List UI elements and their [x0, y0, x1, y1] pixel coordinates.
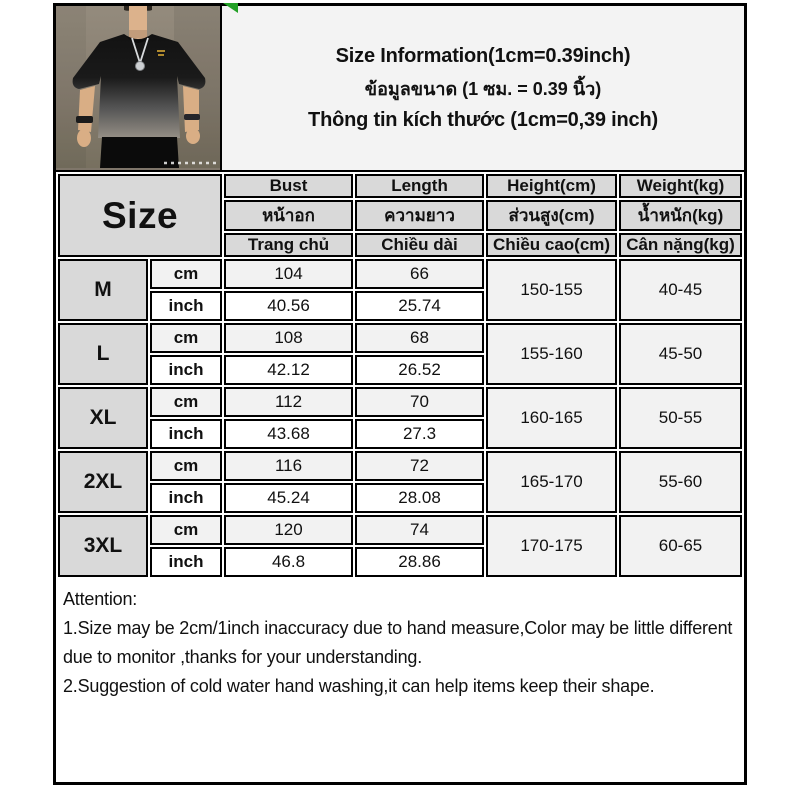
- length-inch-value: 26.52: [355, 355, 484, 385]
- length-cm-value: 72: [355, 451, 484, 481]
- title-english: Size Information(1cm=0.39inch): [335, 44, 631, 67]
- unit-cell-inch: inch: [150, 355, 222, 385]
- unit-cell-cm: cm: [150, 451, 222, 481]
- size-cell: XL: [58, 387, 148, 449]
- weight-range-value: 55-60: [619, 451, 742, 513]
- bust-inch-value: 45.24: [224, 483, 353, 513]
- attention-note-2: 2.Suggestion of cold water hand washing,it can help items keep their shape.: [63, 676, 655, 696]
- unit-cell-cm: cm: [150, 259, 222, 289]
- weight-range-value: 45-50: [619, 323, 742, 385]
- unit-cell-cm: cm: [150, 515, 222, 545]
- col-header-height-en: Height(cm): [486, 174, 617, 198]
- attention-heading: Attention:: [63, 589, 138, 609]
- attention-notes: [56, 579, 744, 701]
- model-photo-illustration: [56, 6, 220, 168]
- unit-cell-cm: cm: [150, 323, 222, 353]
- col-header-weight-vi: Cân nặng(kg): [619, 233, 742, 257]
- col-header-height-vi: Chiều cao(cm): [486, 233, 617, 257]
- col-header-weight-en: Weight(kg): [619, 174, 742, 198]
- product-photo: [56, 6, 222, 170]
- size-cell: 3XL: [58, 515, 148, 577]
- height-range-value: 160-165: [486, 387, 617, 449]
- unit-cell-inch: inch: [150, 419, 222, 449]
- header-row-en: [58, 174, 742, 198]
- length-cm-value: 74: [355, 515, 484, 545]
- weight-range-value: 40-45: [619, 259, 742, 321]
- size-cell: M: [58, 259, 148, 321]
- top-section: [56, 6, 744, 172]
- col-header-length-en: Length: [355, 174, 484, 198]
- col-header-length-th: ความยาว: [355, 200, 484, 231]
- unit-cell-inch: inch: [150, 547, 222, 577]
- length-inch-value: 28.86: [355, 547, 484, 577]
- length-cm-value: 66: [355, 259, 484, 289]
- size-corner-label: Size: [58, 174, 222, 257]
- height-range-value: 165-170: [486, 451, 617, 513]
- height-range-value: 155-160: [486, 323, 617, 385]
- height-range-value: 170-175: [486, 515, 617, 577]
- unit-cell-inch: inch: [150, 291, 222, 321]
- col-header-height-th: ส่วนสูง(cm): [486, 200, 617, 231]
- title-thai: ข้อมูลขนาด (1 ซม. = 0.39 นิ้ว): [364, 78, 602, 99]
- size-row-m-cm: [58, 259, 742, 289]
- col-header-bust-en: Bust: [224, 174, 353, 198]
- bust-inch-value: 40.56: [224, 291, 353, 321]
- bust-cm-value: 112: [224, 387, 353, 417]
- bust-cm-value: 104: [224, 259, 353, 289]
- length-inch-value: 25.74: [355, 291, 484, 321]
- size-table: [56, 172, 744, 579]
- weight-range-value: 60-65: [619, 515, 742, 577]
- length-cm-value: 70: [355, 387, 484, 417]
- size-chart-sheet: [53, 3, 747, 785]
- length-cm-value: 68: [355, 323, 484, 353]
- height-range-value: 150-155: [486, 259, 617, 321]
- weight-range-value: 50-55: [619, 387, 742, 449]
- col-header-bust-th: หน้าอก: [224, 200, 353, 231]
- size-cell: 2XL: [58, 451, 148, 513]
- bust-cm-value: 116: [224, 451, 353, 481]
- bust-cm-value: 108: [224, 323, 353, 353]
- size-row-3xl-cm: [58, 515, 742, 545]
- size-cell: L: [58, 323, 148, 385]
- title-vietnamese: Thông tin kích thước (1cm=0,39 inch): [308, 108, 658, 131]
- bust-inch-value: 46.8: [224, 547, 353, 577]
- col-header-bust-vi: Trang chủ: [224, 233, 353, 257]
- unit-cell-cm: cm: [150, 387, 222, 417]
- bust-inch-value: 43.68: [224, 419, 353, 449]
- size-row-l-cm: [58, 323, 742, 353]
- green-corner-marker-icon: [223, 3, 238, 13]
- size-row-2xl-cm: [58, 451, 742, 481]
- attention-note-1: 1.Size may be 2cm/1inch inaccuracy due to hand measure,Color may be little different due to monitor ,thanks for your understanding.: [63, 618, 733, 667]
- bust-inch-value: 42.12: [224, 355, 353, 385]
- col-header-length-vi: Chiều dài: [355, 233, 484, 257]
- length-inch-value: 28.08: [355, 483, 484, 513]
- size-row-xl-cm: [58, 387, 742, 417]
- size-info-title-block: [222, 6, 744, 170]
- bust-cm-value: 120: [224, 515, 353, 545]
- length-inch-value: 27.3: [355, 419, 484, 449]
- col-header-weight-th: น้ำหนัก(kg): [619, 200, 742, 231]
- unit-cell-inch: inch: [150, 483, 222, 513]
